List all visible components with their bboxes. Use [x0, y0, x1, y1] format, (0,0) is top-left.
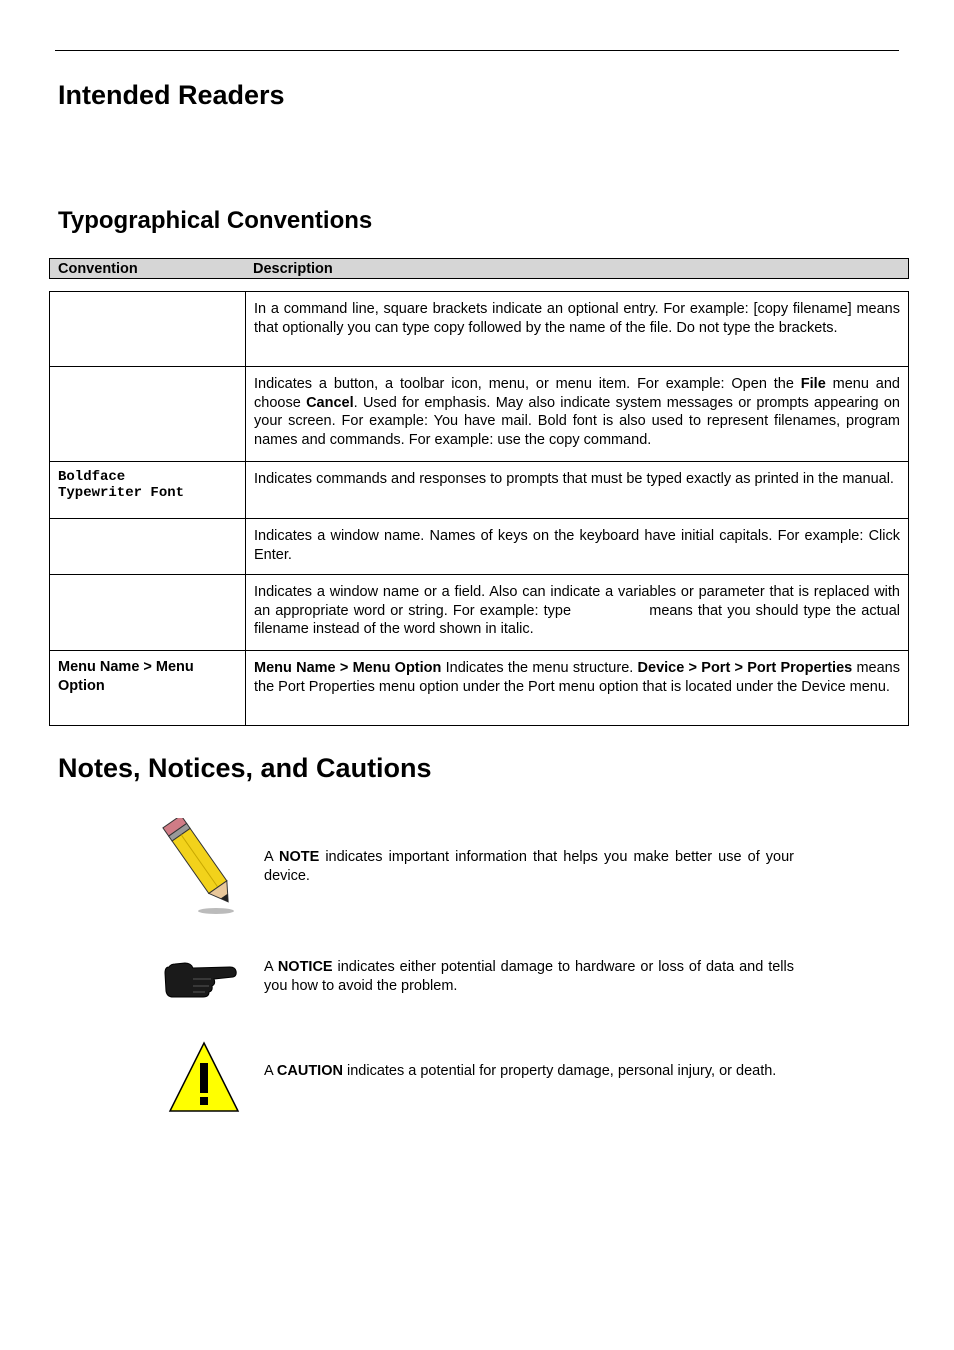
note-body: indicates either potential damage to hardware or loss of data and tells you how to avoid the problem. — [264, 959, 795, 994]
desc-bold: Menu Name > Menu Option — [254, 660, 442, 676]
heading-notes: Notes, Notices, and Cautions — [58, 753, 432, 783]
desc-text: Indicates a window name or a field. Also can indicate a variables or parameter that is replaced with an appropriate word or string. For example: type — [254, 584, 900, 619]
note-keyword: CAUTION — [276, 1063, 343, 1079]
note-prefix: A — [264, 849, 279, 865]
convention-cell — [50, 292, 246, 367]
pencil-icon — [158, 818, 240, 916]
note-keyword: NOTICE — [277, 959, 333, 975]
table-row — [50, 292, 909, 367]
pointing-hand-icon — [163, 955, 237, 1001]
desc-text: Indicates the menu structure. — [441, 660, 638, 676]
heading-intended-readers: Intended Readers — [58, 80, 285, 110]
description-cell: In a command line, square brackets indicate an optional entry. For example: [copy filename] means that optionally you can type copy followed by the name of the file. Do not type the brackets. — [246, 292, 909, 367]
convention-cell — [50, 519, 246, 575]
table-row — [50, 519, 909, 575]
desc-text: means that you should type the actual filename instead of the word shown in italic. — [254, 602, 900, 637]
desc-text: menu and choose — [254, 376, 900, 411]
description-cell — [246, 575, 909, 651]
header-description: Description — [253, 261, 333, 277]
header-convention: Convention — [58, 261, 138, 277]
description-cell — [246, 651, 909, 726]
note-prefix: A — [264, 1063, 277, 1079]
note-prefix: A — [264, 959, 278, 975]
note-text — [264, 848, 794, 886]
caution-triangle-icon — [168, 1041, 240, 1113]
conventions-table-header — [49, 258, 909, 279]
note-body: indicates important information that helps you make better use of your device. — [264, 849, 795, 884]
table-row — [50, 575, 909, 651]
convention-mono-line: Boldface — [58, 469, 126, 485]
top-rule — [55, 50, 899, 51]
convention-cell — [50, 367, 246, 462]
description-cell: Indicates a window name. Names of keys on the keyboard have initial capitals. For example: Click Enter. — [246, 519, 909, 575]
table-row — [50, 651, 909, 726]
desc-bold-file: File — [800, 376, 826, 392]
note-body: indicates a potential for property damage, personal injury, or death. — [342, 1063, 777, 1079]
convention-cell — [50, 575, 246, 651]
description-cell: Indicates commands and responses to prompts that must be typed exactly as printed in the manual. — [246, 462, 909, 519]
convention-mono-line: Typewriter Font — [58, 485, 185, 501]
note-keyword: NOTE — [278, 849, 320, 865]
table-row — [50, 462, 909, 519]
convention-cell: Menu Name > Menu Option — [50, 651, 246, 726]
desc-text: . Used for emphasis. May also indicate system messages or prompts appearing on your screen. For example: You have mail. Bold font is also used to represent filenames, program names and commands. For example: use the copy command. — [254, 394, 900, 448]
desc-text: means the Port Properties menu option under the Port menu option that is located under the Device menu. — [254, 660, 900, 695]
heading-typographical-conventions: Typographical Conventions — [58, 207, 373, 234]
notice-text — [264, 958, 794, 996]
caution-text — [264, 1062, 794, 1081]
convention-cell — [50, 462, 246, 519]
desc-bold-cancel: Cancel — [306, 394, 354, 411]
table-row — [50, 367, 909, 462]
description-cell — [246, 367, 909, 462]
desc-bold: Device > Port > Port Properties — [637, 660, 853, 676]
desc-text: Indicates a button, a toolbar icon, menu, or menu item. For example: Open the — [254, 376, 801, 392]
conventions-table — [49, 291, 909, 726]
